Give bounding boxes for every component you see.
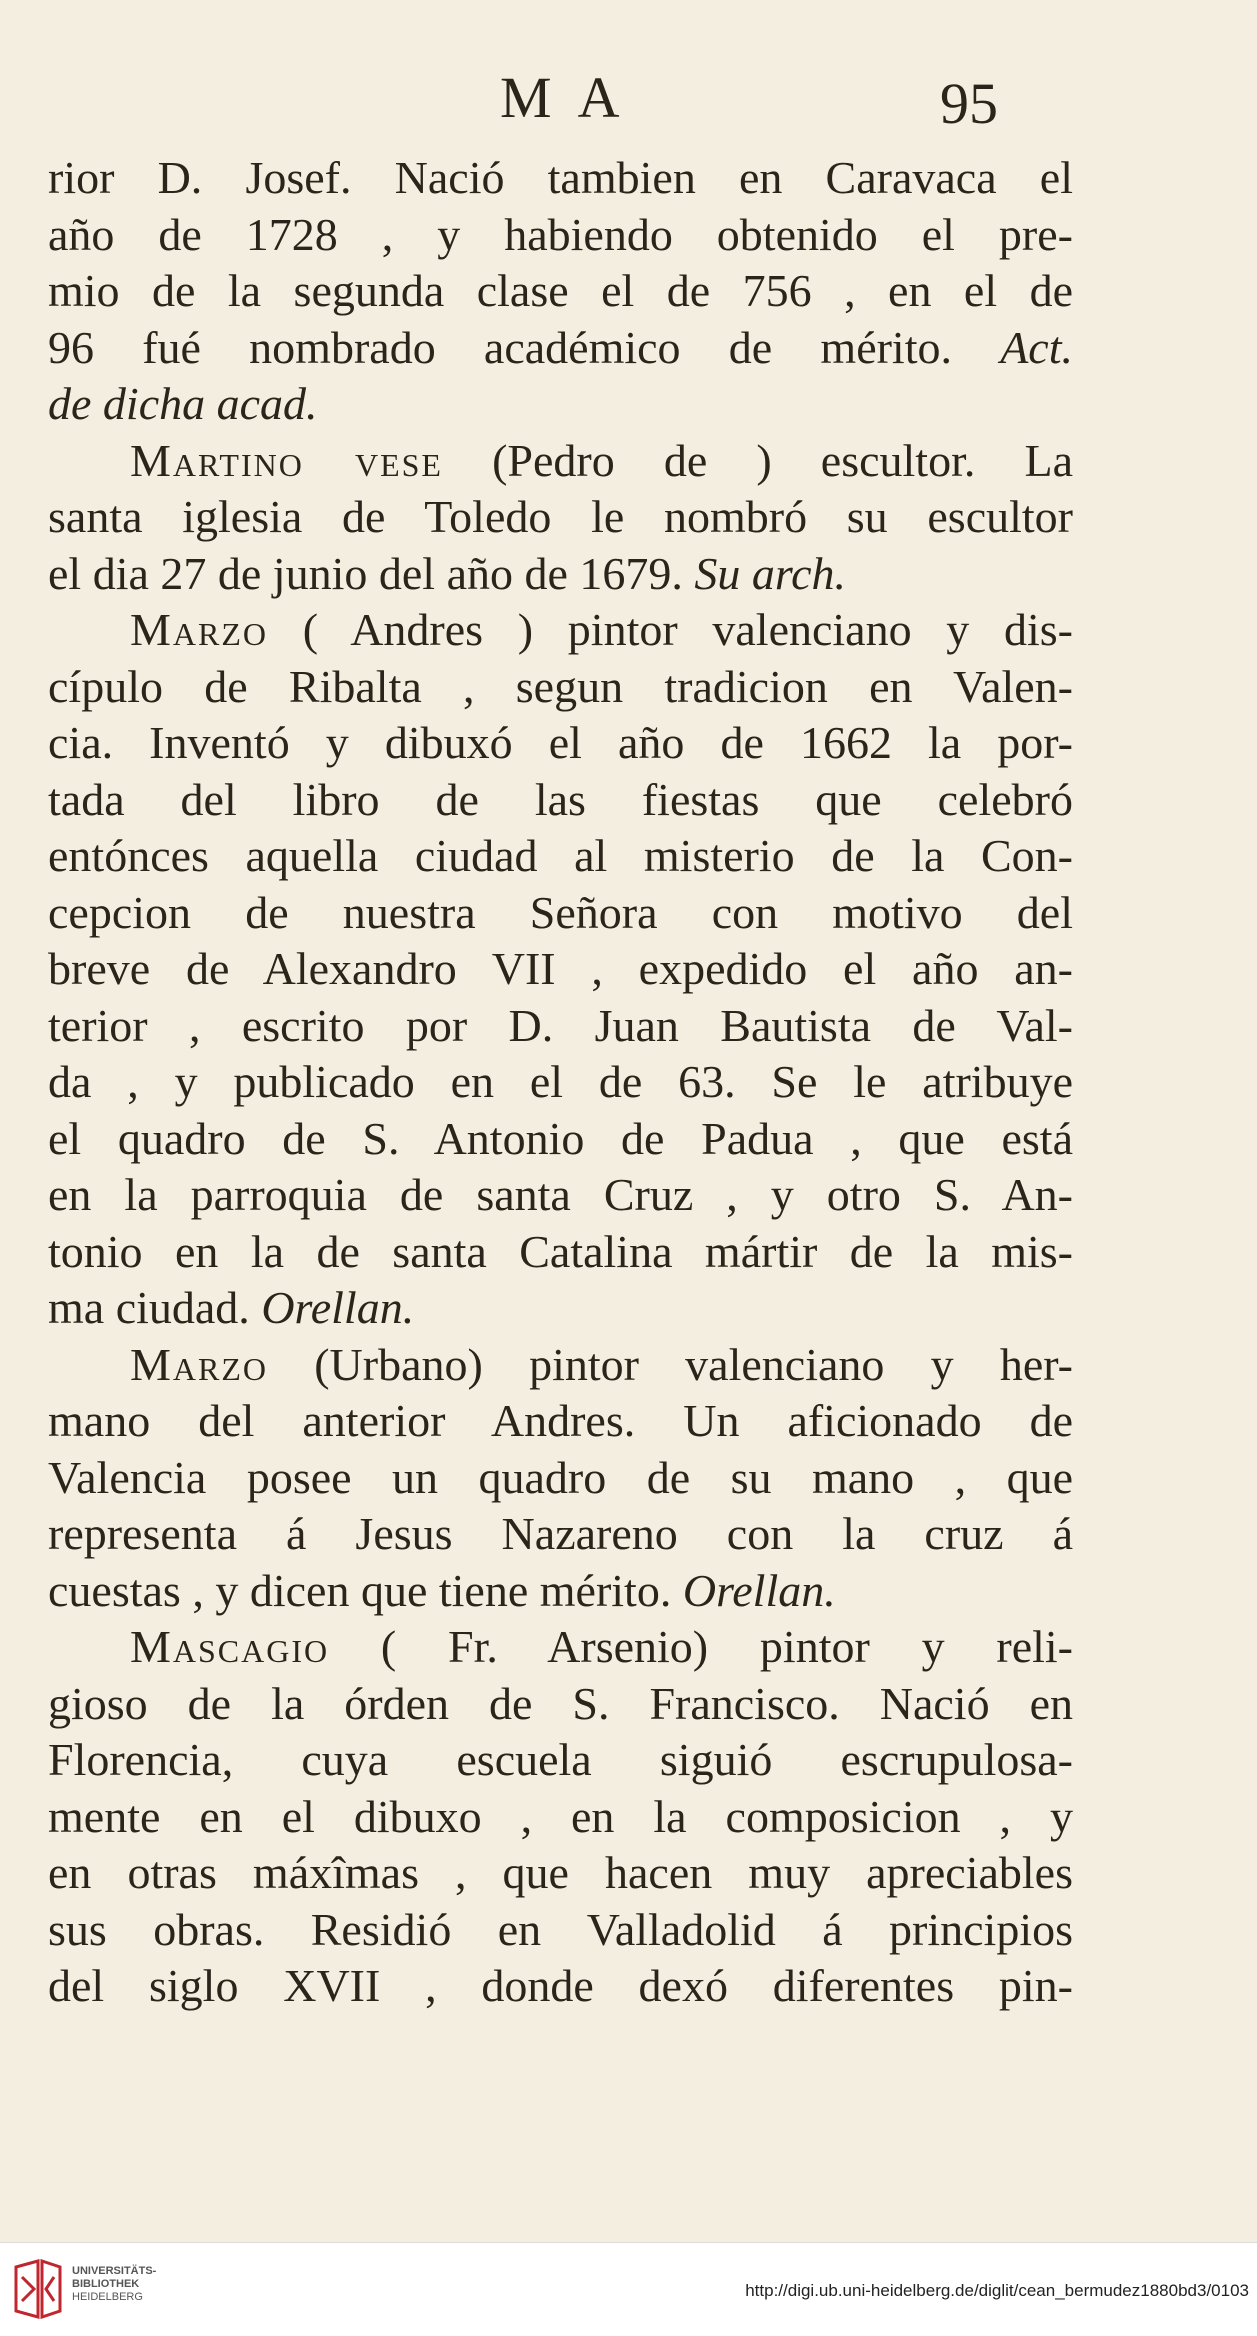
entry-headword: Martino vese: [130, 434, 443, 486]
library-logo[interactable]: [12, 2255, 172, 2325]
text-line: [48, 1676, 1073, 1733]
logo-line: BIBLIOTHEK: [72, 2278, 140, 2290]
line-text: (Urbano) pintor valenciano y her-: [268, 1338, 1073, 1390]
page-header: [0, 60, 1257, 136]
text-line: [48, 263, 1073, 320]
line-text: cípulo de Ribalta , segun tradicion en Valen-: [48, 660, 1073, 712]
text-line: [48, 1563, 1073, 1620]
source-citation: Act.: [1000, 321, 1073, 373]
line-text: en la parroquia de santa Cruz , y otro S. An-: [48, 1169, 1073, 1220]
line-text: mio de la segunda clase el de 756 , en el de: [48, 265, 1073, 316]
text-line: [48, 1732, 1073, 1789]
text-line: [48, 433, 1073, 490]
text-line: [48, 602, 1073, 659]
text-line: [48, 1280, 1073, 1337]
line-text: gioso de la órden de S. Francisco. Nació en: [48, 1677, 1073, 1729]
line-text: Valencia posee un quadro de su mano , que: [48, 1451, 1073, 1503]
line-text: santa iglesia de Toledo le nombró su escultor: [48, 491, 1073, 542]
text-line: [48, 885, 1073, 942]
line-text: ( Fr. Arsenio) pintor y reli-: [329, 1621, 1073, 1672]
text-line: [48, 1224, 1073, 1281]
line-text: tada del libro de las fiestas que celebró: [48, 773, 1073, 825]
text-line: [48, 1054, 1073, 1111]
page-number: 95: [940, 71, 998, 136]
text-line: [48, 659, 1073, 716]
footer-bar: [0, 2242, 1257, 2336]
line-text: el dia 27 de junio del año de 1679.: [48, 547, 695, 599]
text-line: [48, 1902, 1073, 1959]
text-line: [48, 1337, 1073, 1394]
line-text: ( Andres ) pintor valenciano y dis-: [268, 604, 1073, 655]
line-text: Florencia, cuya escuela siguió escrupulosa-: [48, 1734, 1073, 1785]
line-text: cuestas , y dicen que tiene mérito.: [48, 1564, 683, 1616]
text-line: [48, 376, 1073, 433]
line-text: (Pedro de ) escultor. La: [442, 434, 1073, 486]
text-line: [48, 1789, 1073, 1846]
line-text: 96 fué nombrado académico de mérito.: [48, 321, 1001, 373]
text-line: [48, 772, 1073, 829]
line-text: cepcion de nuestra Señora con motivo del: [48, 886, 1073, 938]
line-text: da , y publicado en el de 63. Se le atribuye: [48, 1056, 1073, 1107]
source-citation: Su arch.: [694, 547, 847, 599]
line-text: rior D. Josef. Nació tambien en Caravaca el: [48, 152, 1073, 203]
line-text: sus obras. Residió en Valladolid á principios: [48, 1903, 1073, 1955]
line-text: del siglo XVII , donde dexó diferentes pin-: [48, 1960, 1073, 2011]
text-line: [48, 1393, 1073, 1450]
entry-headword: Marzo: [130, 604, 269, 655]
entry-headword: Marzo: [130, 1338, 269, 1390]
text-line: [48, 1450, 1073, 1507]
text-line: [48, 489, 1073, 546]
line-text: mente en el dibuxo , en la composicion , y: [48, 1790, 1073, 1842]
line-text: terior , escrito por D. Juan Bautista de Val-: [48, 999, 1073, 1051]
line-text: representa á Jesus Nazareno con la cruz á: [48, 1508, 1073, 1559]
line-text: tonio en la de santa Catalina mártir de la mis-: [48, 1225, 1073, 1277]
source-citation: de dicha acad.: [48, 378, 318, 429]
source-citation: Orellan.: [682, 1564, 836, 1616]
text-line: [48, 207, 1073, 264]
text-line: [48, 546, 1073, 603]
library-logo-icon: [12, 2259, 64, 2319]
text-line: [48, 1167, 1073, 1224]
logo-line: UNIVERSITÄTS-: [72, 2265, 157, 2277]
text-line: [48, 320, 1073, 377]
line-text: breve de Alexandro VII , expedido el año an-: [48, 943, 1073, 994]
running-title: MA: [500, 65, 646, 130]
library-name: [72, 2265, 156, 2304]
text-line: [48, 828, 1073, 885]
text-line: [48, 1111, 1073, 1168]
line-text: cia. Inventó y dibuxó el año de 1662 la por-: [48, 717, 1073, 768]
text-line: [48, 998, 1073, 1055]
line-text: el quadro de S. Antonio de Padua , que está: [48, 1112, 1073, 1164]
source-citation: Orellan.: [261, 1282, 415, 1333]
line-text: entónces aquella ciudad al misterio de la Con-: [48, 830, 1073, 881]
line-text: año de 1728 , y habiendo obtenido el pre-: [48, 208, 1073, 260]
text-line: [48, 1506, 1073, 1563]
source-url[interactable]: http://digi.ub.uni-heidelberg.de/diglit/cean_bermudez1880bd3/0103: [745, 2281, 1249, 2300]
text-line: [48, 715, 1073, 772]
text-line: [48, 1958, 1073, 2015]
body-text: [48, 150, 1073, 2015]
text-line: [48, 941, 1073, 998]
text-line: [48, 1619, 1073, 1676]
line-text: en otras máxîmas , que hacen muy apreciables: [48, 1847, 1073, 1898]
logo-line: HEIDELBERG: [72, 2291, 143, 2303]
text-line: [48, 1845, 1073, 1902]
line-text: ma ciudad.: [48, 1282, 262, 1333]
text-line: [48, 150, 1073, 207]
line-text: mano del anterior Andres. Un aficionado de: [48, 1395, 1073, 1446]
entry-headword: Mascagio: [130, 1621, 330, 1672]
